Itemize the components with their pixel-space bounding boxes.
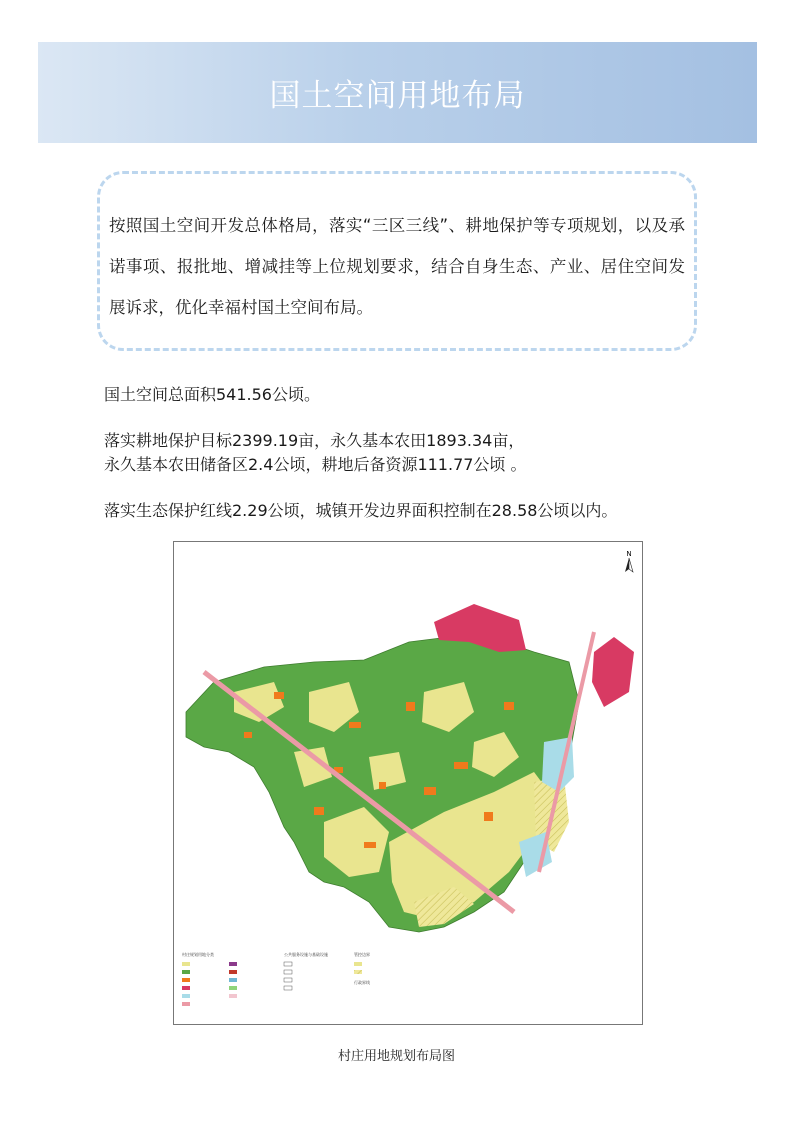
fact-ecology: 落实生态保护红线2.29公顷，城镇开发边界面积控制在28.58公顷以内。 — [104, 501, 618, 520]
fact-farmland-line2: 永久基本农田储备区2.4公顷，耕地后备资源111.77公顷 。 — [104, 455, 527, 474]
legend-facilities-title: 公共服务设施与基础设施 — [284, 952, 328, 957]
map-caption: 村庄用地规划布局图 — [337, 1049, 455, 1064]
intro-text: 按照国土空间开发总体格局，落实“三区三线”、耕地保护等专项规划，以及承诺事项、报批地、增减挂等上位规划要求，结合自身生态、产业、居住空间发展诉求，优化幸福村国土空间布局。 — [109, 216, 685, 317]
title-banner — [38, 42, 757, 143]
legend-admin-boundary: 行政界线 — [354, 980, 370, 985]
legend-land-use-title: 村庄规划用地分类 — [182, 952, 214, 957]
legend-boundary-title: 管控边界 — [354, 952, 370, 957]
map-legend — [182, 951, 370, 1006]
map-graphic — [174, 542, 644, 1026]
fact-total-area: 国土空间总面积541.56公顷。 — [104, 385, 320, 404]
north-label: N — [626, 550, 632, 558]
intro-box — [97, 171, 697, 351]
land-use-map — [173, 541, 643, 1025]
page-title: 国土空间用地布局 — [269, 78, 526, 114]
fact-farmland-line1: 落实耕地保护目标2399.19亩，永久基本农田1893.34亩， — [104, 431, 525, 450]
north-arrow-icon — [625, 550, 633, 572]
